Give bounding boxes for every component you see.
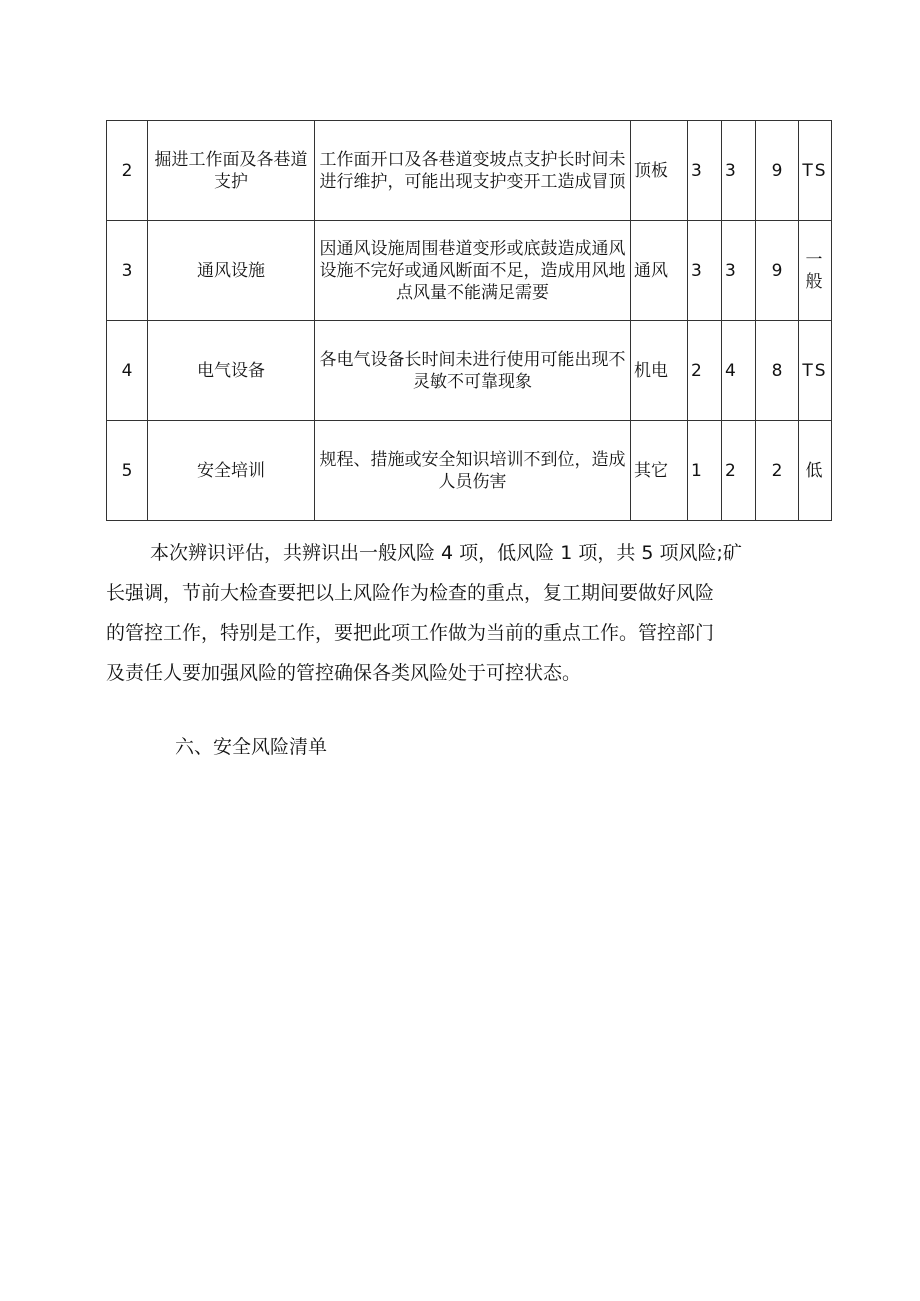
risk-type: 通风 (631, 221, 688, 321)
row-number: 4 (107, 321, 148, 421)
severity-value: 4 (722, 321, 756, 421)
risk-type: 其它 (631, 421, 688, 521)
likelihood-value: 2 (688, 321, 722, 421)
summary-line: 的管控工作，特别是工作，要把此项工作做为当前的重点工作。管控部门 (106, 622, 715, 644)
risk-level: 低 (799, 421, 832, 521)
row-number: 2 (107, 121, 148, 221)
section-heading: 六、安全风险清单 (175, 736, 328, 758)
risk-description: 因通风设施周围巷道变形或底鼓造成通风设施不完好或通风断面不足，造成用风地点风量不能满足需要 (315, 221, 631, 321)
risk-level: 一般 (799, 221, 832, 321)
likelihood-value: 3 (688, 121, 722, 221)
risk-table (106, 120, 832, 521)
summary-line: 及责任人要加强风险的管控确保各类风险处于可控状态。 (106, 662, 582, 684)
summary-line: 本次辨识评估，共辨识出一般风险 4 项，低风险 1 项，共 5 项风险;矿 (150, 542, 742, 564)
risk-type: 顶板 (631, 121, 688, 221)
risk-item: 通风设施 (148, 221, 315, 321)
severity-value: 3 (722, 121, 756, 221)
risk-type: 机电 (631, 321, 688, 421)
severity-value: 3 (722, 221, 756, 321)
risk-description: 工作面开口及各巷道变坡点支护长时间未进行维护，可能出现支护变开工造成冒顶 (315, 121, 631, 221)
risk-value: 9 (756, 121, 799, 221)
row-number: 5 (107, 421, 148, 521)
risk-value: 2 (756, 421, 799, 521)
table-row (107, 421, 832, 521)
risk-level: TS (799, 321, 832, 421)
table-row (107, 121, 832, 221)
risk-item: 掘进工作面及各巷道支护 (148, 121, 315, 221)
risk-item: 安全培训 (148, 421, 315, 521)
risk-item: 电气设备 (148, 321, 315, 421)
table-row (107, 321, 832, 421)
risk-description: 各电气设备长时间未进行使用可能出现不灵敏不可靠现象 (315, 321, 631, 421)
risk-value: 9 (756, 221, 799, 321)
likelihood-value: 1 (688, 421, 722, 521)
risk-value: 8 (756, 321, 799, 421)
row-number: 3 (107, 221, 148, 321)
risk-level: TS (799, 121, 832, 221)
table-row (107, 221, 832, 321)
summary-line: 长强调，节前大检查要把以上风险作为检查的重点，复工期间要做好风险 (106, 582, 715, 604)
summary-paragraph (106, 533, 830, 693)
risk-description: 规程、措施或安全知识培训不到位，造成人员伤害 (315, 421, 631, 521)
likelihood-value: 3 (688, 221, 722, 321)
severity-value: 2 (722, 421, 756, 521)
